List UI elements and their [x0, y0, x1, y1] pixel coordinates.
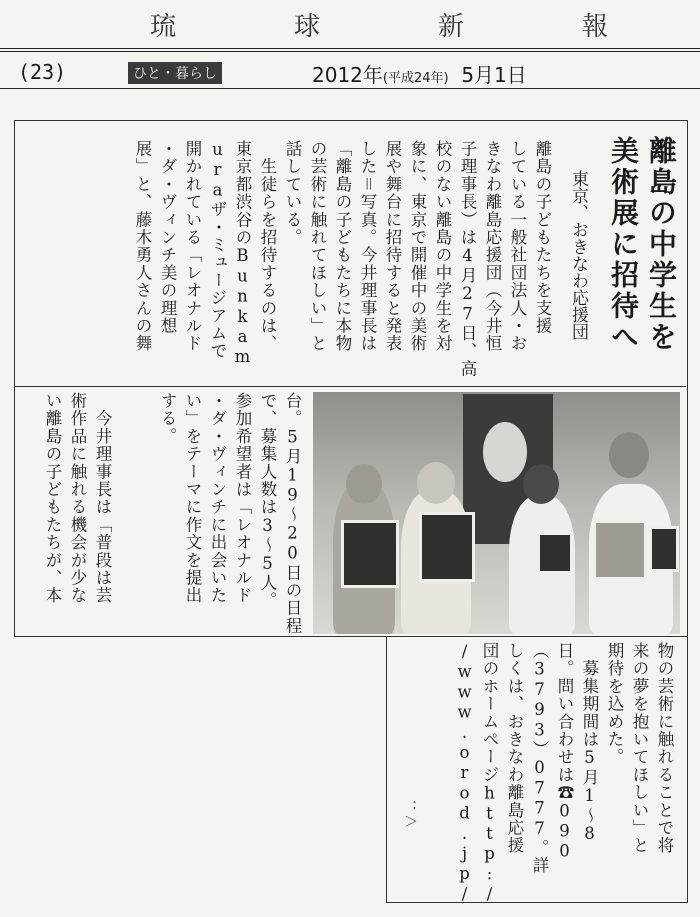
body-column: 来の夢を抱いてほしい」と	[630, 642, 649, 855]
body-column: する。	[158, 392, 177, 446]
body-column: 団のホームページhttp:/	[480, 642, 499, 905]
body-column: 話している。	[283, 140, 302, 247]
person-2-head	[417, 462, 455, 504]
body-column: した＝写真。今井理事長は	[358, 140, 377, 353]
column-divider	[14, 386, 686, 387]
body-column: 参加希望者は「レオナルド	[233, 392, 252, 605]
painting-print-3	[537, 532, 573, 574]
subheadline: 東京、おきなわ応援団	[568, 170, 588, 340]
masthead-char: 琉	[150, 11, 179, 42]
body-column: 日。問い合わせは☎090	[555, 642, 574, 862]
headline-line-2: 美術展に招待へ	[607, 136, 640, 353]
person-1-head	[346, 464, 382, 504]
body-column: 象に、東京で開催中の美術	[408, 140, 427, 353]
header-rule-top-thin	[0, 51, 700, 52]
body-column: 子理事長）は4月27日、高	[458, 140, 477, 378]
body-column: 展や舞台に招待すると発表	[383, 140, 402, 353]
body-column: 今井理事長は「普段は芸	[93, 392, 112, 605]
header-rule-bottom	[0, 88, 700, 89]
body-column: 物の芸術に触れることで将	[655, 642, 674, 855]
body-column: しくは、おきなわ離島応援	[505, 642, 524, 855]
date-year: 2012年	[312, 63, 383, 87]
masthead-char: 球	[293, 11, 322, 42]
body-column: い」をテーマに作文を提出	[183, 392, 202, 605]
body-column: 展」と、藤木勇人さんの舞	[133, 140, 152, 353]
body-column: ・ダ・ヴィンチに出会いた	[208, 392, 227, 605]
body-column: ・ダ・ヴィンチ美の理想	[158, 140, 177, 335]
body-column: 期待を込めた。	[605, 642, 624, 766]
article-photo	[313, 392, 680, 634]
masthead-char: 報	[581, 11, 610, 42]
body-column: 募集期間は5月1〜8	[580, 642, 599, 845]
painting-print-1	[341, 520, 399, 588]
body-column: の芸術に触れてほしい」と	[308, 140, 327, 353]
body-column: /www.orod.jp/	[455, 642, 474, 905]
header-rule-top	[0, 48, 700, 49]
painting-print-2	[419, 512, 475, 582]
body-column: uraザ・ミュージアムで	[208, 140, 227, 360]
body-column: 校のない離島の中学生を対	[433, 140, 452, 353]
body-column: 台。5月19〜20日の日程	[283, 392, 302, 635]
body-column: 東京都渋谷のBunkam	[233, 140, 252, 368]
body-column: で、募集人数は3〜5人。	[258, 392, 277, 610]
person-3-head	[523, 464, 559, 504]
masthead-char: 新	[437, 11, 466, 42]
corner-marks: ：＞	[402, 800, 418, 828]
body-column: （3793）0777。詳	[530, 642, 549, 875]
section-label: ひと・暮らし	[128, 62, 222, 84]
date-day: 5月1日	[461, 63, 527, 87]
body-column: 離島の子どもたちを支援	[533, 140, 552, 335]
date-era: (平成24年)	[382, 71, 449, 86]
body-column: きなわ離島応援団（今井恒	[483, 140, 502, 353]
body-column: 開かれている「レオナルド	[183, 140, 202, 353]
body-column: している一般社団法人・お	[508, 140, 527, 353]
painting-print-4	[593, 520, 647, 580]
newspaper-masthead	[150, 4, 610, 44]
headline-line-1: 離島の中学生を	[645, 136, 678, 353]
body-column: 術作品に触れる機会が少な	[68, 392, 87, 605]
person-4-head	[609, 432, 649, 478]
page-number: (23)	[18, 60, 67, 84]
publication-date	[312, 59, 527, 88]
painting-print-5	[649, 526, 679, 572]
body-column: 「離島の子どもたちに本物	[333, 140, 352, 353]
poster-portrait	[483, 422, 527, 482]
body-column: 生徒らを招待するのは、	[258, 140, 277, 353]
body-column: い離島の子どもたちが、本	[43, 392, 62, 605]
